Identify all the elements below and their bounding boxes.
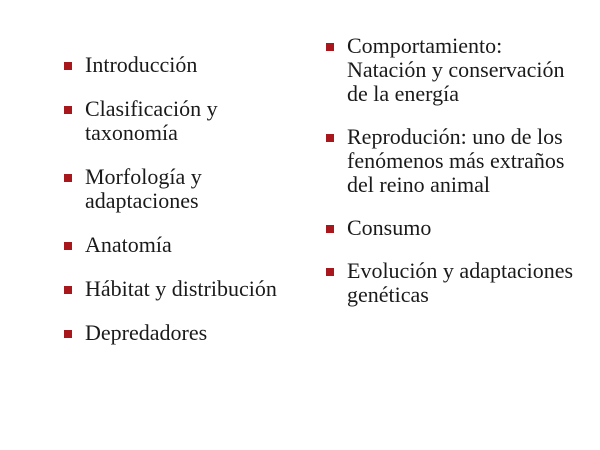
toc-item-label: Depredadores (85, 320, 208, 345)
toc-item-depredadores[interactable] (64, 321, 279, 345)
square-bullet-icon (326, 134, 334, 142)
toc-item-label: Comportamiento: Natación y conservación de la energía (347, 33, 565, 106)
square-bullet-icon (64, 242, 72, 250)
square-bullet-icon (64, 174, 72, 182)
toc-item-label: Hábitat y distribución (85, 276, 277, 301)
toc-left-column (64, 53, 279, 365)
toc-item-evolucion[interactable] (326, 259, 581, 307)
toc-item-consumo[interactable] (326, 216, 581, 240)
toc-item-label: Clasificación y taxonomía (85, 96, 218, 145)
toc-item-comportamiento[interactable] (326, 34, 581, 106)
toc-item-morfologia[interactable] (64, 165, 279, 213)
square-bullet-icon (64, 106, 72, 114)
toc-item-anatomia[interactable] (64, 233, 279, 257)
square-bullet-icon (326, 268, 334, 276)
square-bullet-icon (64, 62, 72, 70)
toc-item-label: Anatomía (85, 232, 172, 257)
toc-item-label: Consumo (347, 215, 432, 240)
square-bullet-icon (326, 225, 334, 233)
toc-item-label: Introducción (85, 52, 198, 77)
square-bullet-icon (64, 286, 72, 294)
square-bullet-icon (64, 330, 72, 338)
toc-item-label: Evolución y adaptaciones genéticas (347, 258, 574, 307)
toc-right-column (326, 34, 581, 326)
toc-item-label: Morfología y adaptaciones (85, 164, 202, 213)
toc-item-introduccion[interactable] (64, 53, 279, 77)
toc-item-habitat[interactable] (64, 277, 279, 301)
square-bullet-icon (326, 43, 334, 51)
toc-item-reproduccion[interactable] (326, 125, 581, 197)
toc-item-clasificacion[interactable] (64, 97, 279, 145)
toc-item-label: Reprodución: uno de los fenómenos más extraños del reino animal (347, 124, 565, 197)
